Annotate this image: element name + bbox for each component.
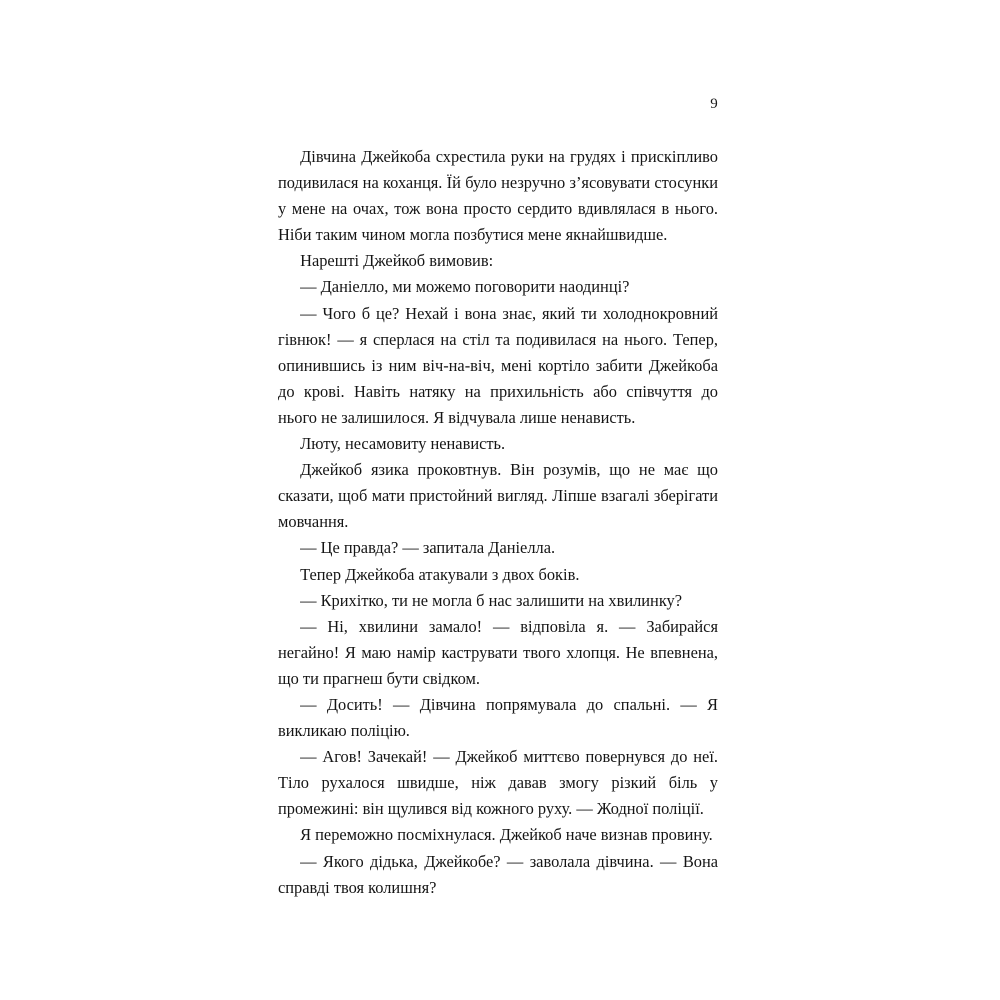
paragraph: — Це правда? — запитала Даніелла. [300,538,556,558]
paragraph: — Досить! — Дівчина попрямувала до спальні. — Я викликаю поліцію. [278,694,718,741]
page-number: 9 [710,96,718,112]
paragraph: — Ні, хвилини замало! — відповіла я. — Забирайся негайно! Я маю намір каструвати твого хлопця. Не впевнена, що ти прагнеш бути свідком. [278,616,718,688]
paragraph: — Чого б це? Нехай і вона знає, який ти холоднокровний гівнюк! — я сперлася на стіл та подивилася на нього. Тепер, опинившись із ним віч-на-віч, мені кортіло забити Джейкоба до крові. Навіть натяку на прихильність або співчуття до нього не залишилося. Я відчувала лише ненависть. [278,303,718,427]
paragraph: Нарешті Джейкоб вимовив: [300,251,494,271]
paragraph: Тепер Джейкоба атакували з двох боків. [300,564,580,584]
paragraph: — Даніелло, ми можемо поговорити наодинці? [300,277,630,297]
paragraph: — Агов! Зачекай! — Джейкоб миттєво повернувся до неї. Тіло рухалося швидше, ніж давав змогу різкий біль у промежині: він щулився від кожного руху. — Жодної поліції. [278,747,718,819]
paragraph: Дівчина Джейкоба схрестила руки на грудях і прискіпливо подивилася на коханця. Їй було незручно з’ясовувати стосунки у мене на очах, тож вона просто сердито вдивлялася в нього. Ніби таким чином могла позбутися мене якнайшвидше. [278,147,718,245]
body-text [278,144,718,901]
paragraph: — Крихітко, ти не могла б нас залишити на хвилинку? [300,590,683,610]
paragraph: Я переможно посміхнулася. Джейкоб наче визнав провину. [300,825,713,845]
paragraph: Люту, несамовиту ненависть. [300,434,506,454]
paragraph: Джейкоб язика проковтнув. Він розумів, що не має що сказати, щоб мати пристойний вигляд. Ліпше взагалі зберігати мовчання. [278,460,718,532]
paragraph: — Якого дідька, Джейкобе? — заволала дівчина. — Вона справді твоя колишня? [278,851,718,897]
